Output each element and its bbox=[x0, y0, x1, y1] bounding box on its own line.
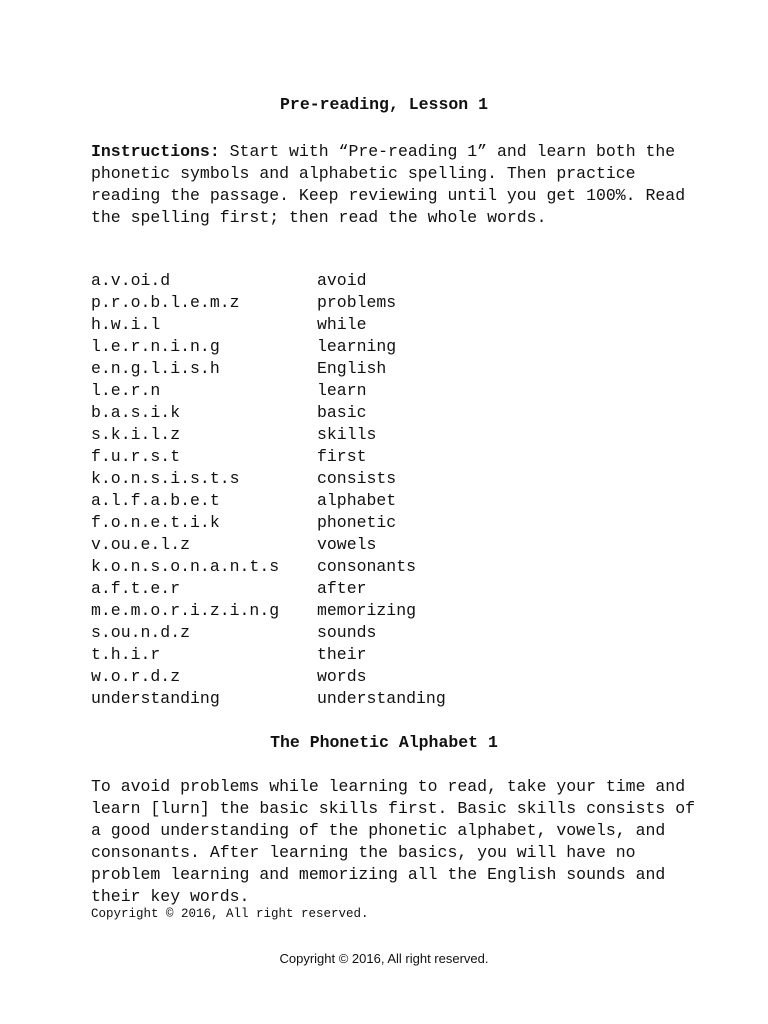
word-spelling: problems bbox=[317, 293, 397, 312]
phonetic-spelling: h.w.i.l bbox=[91, 315, 161, 334]
phonetic-spelling: a.v.oi.d bbox=[91, 271, 171, 290]
phonetic-spelling: l.e.r.n.i.n.g bbox=[91, 337, 220, 356]
phonetic-spelling: m.e.m.o.r.i.z.i.n.g bbox=[91, 601, 280, 620]
word-spelling: learn bbox=[317, 381, 367, 400]
word-spelling: vowels bbox=[317, 535, 377, 554]
word-spelling: avoid bbox=[317, 271, 367, 290]
phonetic-spelling: w.o.r.d.z bbox=[91, 667, 181, 686]
phonetic-spelling: a.f.t.e.r bbox=[91, 579, 181, 598]
instructions-paragraph bbox=[91, 141, 691, 229]
instructions-label: Instructions: bbox=[91, 142, 220, 161]
word-spelling: their bbox=[317, 645, 367, 664]
word-spelling: words bbox=[317, 667, 367, 686]
word-spelling: alphabet bbox=[317, 491, 397, 510]
instructions-text: Start with “Pre-reading 1” and learn both the phonetic symbols and alphabetic spelling. Then practice reading the passage. Keep reviewing until you get 100%. Read the spelling first; then read the whole words. bbox=[91, 142, 686, 227]
page-footer-copyright: Copyright © 2016, All right reserved. bbox=[279, 951, 489, 966]
word-spelling: phonetic bbox=[317, 513, 397, 532]
word-spelling: first bbox=[317, 447, 367, 466]
word-spelling: while bbox=[317, 315, 367, 334]
word-spelling: after bbox=[317, 579, 367, 598]
word-spelling: sounds bbox=[317, 623, 377, 642]
reading-passage: To avoid problems while learning to read, take your time and learn [lurn] the basic skills first. Basic skills consists of a good understanding of the phonetic alphabet, vowels, and consonants. After learning the basics, you will have no problem learning and memorizing all the English sounds and their key words. bbox=[91, 777, 695, 906]
section-title: The Phonetic Alphabet 1 bbox=[270, 733, 498, 752]
phonetic-spelling: f.o.n.e.t.i.k bbox=[91, 513, 220, 532]
word-spelling: English bbox=[317, 359, 387, 378]
phonetic-spelling: t.h.i.r bbox=[91, 645, 161, 664]
word-spelling: consonants bbox=[317, 557, 417, 576]
word-spelling: skills bbox=[317, 425, 377, 444]
copyright-notice: Copyright © 2016, All right reserved. bbox=[91, 907, 369, 921]
word-spelling: learning bbox=[317, 337, 397, 356]
page-title: Pre-reading, Lesson 1 bbox=[280, 95, 488, 114]
word-spelling: basic bbox=[317, 403, 367, 422]
phonetic-spelling: v.ou.e.l.z bbox=[91, 535, 191, 554]
phonetic-spelling: understanding bbox=[91, 689, 220, 708]
phonetic-spelling: k.o.n.s.o.n.a.n.t.s bbox=[91, 557, 280, 576]
phonetic-spelling: p.r.o.b.l.e.m.z bbox=[91, 293, 240, 312]
word-spelling: understanding bbox=[317, 689, 446, 708]
phonetic-spelling: f.u.r.s.t bbox=[91, 447, 181, 466]
phonetic-spelling: b.a.s.i.k bbox=[91, 403, 181, 422]
word-spelling: memorizing bbox=[317, 601, 417, 620]
phonetic-spelling: k.o.n.s.i.s.t.s bbox=[91, 469, 240, 488]
word-spelling: consists bbox=[317, 469, 397, 488]
phonetic-spelling: s.k.i.l.z bbox=[91, 425, 181, 444]
phonetic-spelling: s.ou.n.d.z bbox=[91, 623, 191, 642]
phonetic-spelling: e.n.g.l.i.s.h bbox=[91, 359, 220, 378]
phonetic-spelling: a.l.f.a.b.e.t bbox=[91, 491, 220, 510]
phonetic-spelling: l.e.r.n bbox=[91, 381, 161, 400]
